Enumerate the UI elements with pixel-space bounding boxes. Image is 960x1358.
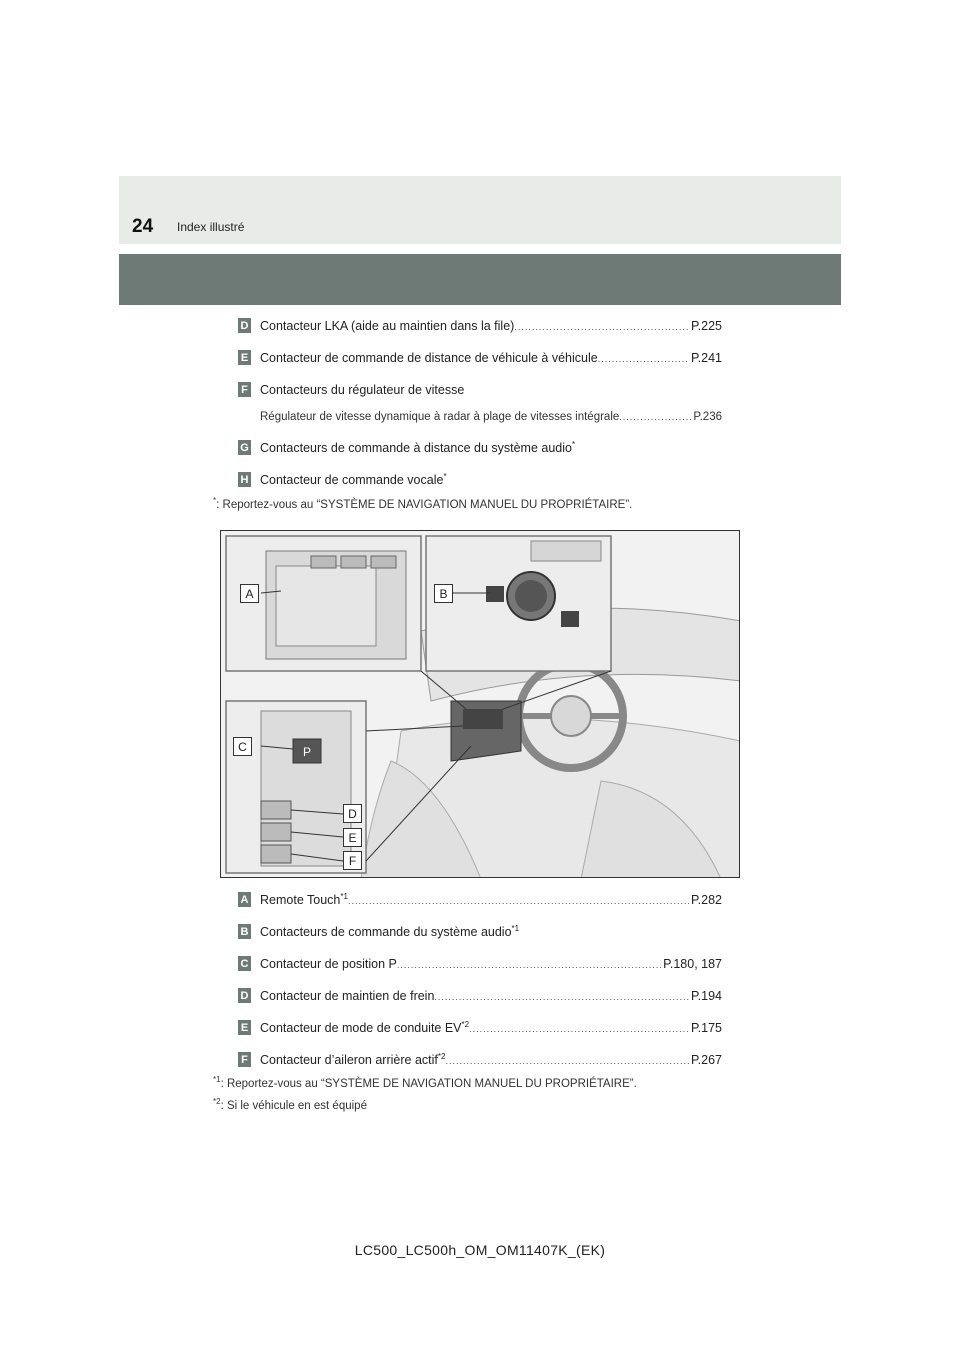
item-label: Remote Touch: [260, 893, 341, 907]
item-letter-box: E: [238, 350, 251, 365]
item-letter-box: D: [238, 318, 251, 333]
footnote-mark: *: [571, 440, 576, 449]
item-label: Contacteur de position P: [260, 957, 397, 971]
sub-item-label: Régulateur de vitesse dynamique à radar à plage de vitesses intégrale: [260, 411, 620, 423]
item-letter-box: C: [238, 956, 251, 971]
footnote-text: : Si le véhicule en est équipé: [220, 1100, 367, 1112]
item-letter-box: E: [238, 1020, 251, 1035]
item-letter-box: F: [238, 1052, 251, 1067]
footnote-text: : Reportez-vous au “SYSTÈME DE NAVIGATION MANUEL DU PROPRIÉTAIRE”.: [220, 1078, 637, 1090]
list-item: [238, 1052, 722, 1069]
item-page-ref: P.267: [690, 1053, 722, 1067]
callout-b: B: [434, 584, 453, 603]
item-label: Contacteur d’aileron arrière actif: [260, 1053, 438, 1067]
list-item: [238, 350, 722, 367]
item-page-ref: P.194: [690, 989, 722, 1003]
list-item: [238, 924, 722, 940]
dot-leader: [514, 318, 689, 335]
item-label: Contacteurs de commande à distance du système audio: [260, 441, 572, 455]
list-item: [238, 472, 722, 488]
dot-leader: [469, 1020, 689, 1037]
item-label: Contacteur LKA (aide au maintien dans la file): [260, 319, 515, 333]
svg-text:P: P: [302, 745, 312, 759]
footnote-mark: *: [443, 472, 447, 481]
callout-d: D: [343, 804, 362, 823]
item-letter-box: D: [238, 988, 251, 1003]
item-page-ref: P.180, 187: [663, 957, 722, 971]
list-item: [238, 956, 722, 973]
document-code: LC500_LC500h_OM_OM11407K_(EK): [354, 1242, 606, 1258]
footnote: [213, 1097, 367, 1112]
item-label: Contacteur de mode de conduite EV: [260, 1021, 462, 1035]
cockpit-illustration: [220, 530, 740, 878]
section-title: Index illustré: [177, 220, 245, 234]
list-item: [238, 382, 722, 398]
item-label: Contacteur de commande de distance de véhicule à véhicule: [260, 351, 598, 365]
footnote-mark: *2: [461, 1020, 470, 1029]
callout-c: C: [233, 737, 252, 756]
list-item: [238, 1020, 722, 1037]
footnote-mark: *1: [340, 892, 348, 901]
footnote: [213, 496, 633, 511]
footnote: [213, 1075, 637, 1090]
footnote-mark: *1: [213, 1075, 221, 1085]
dot-leader: [445, 1052, 689, 1069]
item-letter-box: G: [238, 440, 251, 455]
item-letter-box: F: [238, 382, 251, 397]
footnote-mark: *2: [437, 1052, 446, 1061]
dot-leader: [397, 956, 661, 973]
dot-leader: [434, 988, 689, 1005]
list-item: [238, 440, 722, 456]
item-page-ref: P.175: [690, 1021, 722, 1035]
page-number: 24: [132, 216, 154, 237]
item-label: Contacteurs de commande du système audio: [260, 925, 512, 939]
callout-a: A: [240, 584, 259, 603]
item-letter-box: A: [238, 892, 251, 907]
item-page-ref: P.282: [690, 893, 722, 907]
dot-leader: [348, 892, 689, 909]
callout-f: F: [343, 851, 362, 870]
item-label: Contacteur de maintien de frein: [260, 989, 435, 1003]
list-item: [238, 892, 722, 909]
footnote-mark: *: [213, 496, 217, 506]
sub-item-page-ref: P.236: [693, 411, 722, 423]
cockpit-drawing: [221, 531, 740, 878]
list-item: [238, 988, 722, 1005]
item-label: Contacteur de commande vocale: [260, 473, 444, 487]
item-letter-box: H: [238, 472, 251, 487]
sub-list-item: [260, 410, 722, 425]
footnote-mark: *1: [511, 924, 520, 933]
item-page-ref: P.241: [690, 351, 722, 365]
dot-leader: [619, 410, 691, 425]
section-band: [119, 254, 841, 305]
footnote-text: : Reportez-vous au “SYSTÈME DE NAVIGATION MANUEL DU PROPRIÉTAIRE”.: [216, 499, 633, 511]
dot-leader: [598, 350, 689, 367]
callout-e: E: [343, 828, 362, 847]
list-item: [238, 318, 722, 335]
item-letter-box: B: [238, 924, 251, 939]
item-label: Contacteurs du régulateur de vitesse: [260, 383, 465, 397]
footnote-mark: *2: [213, 1097, 221, 1107]
item-page-ref: P.225: [690, 319, 722, 333]
